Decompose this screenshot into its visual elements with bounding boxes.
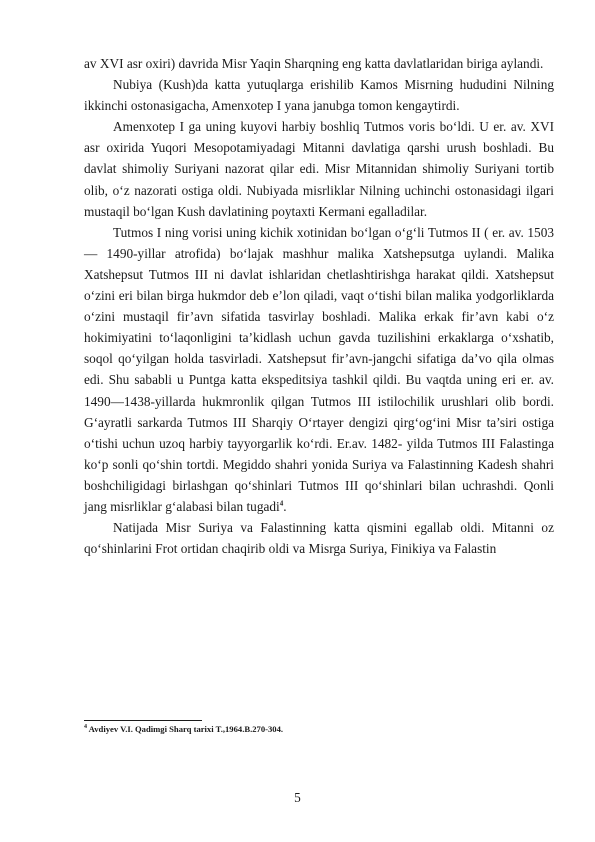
paragraph-5: Natijada Misr Suriya va Falastinning katta qismini egallab oldi. Mitanni oz qo‘shinlarini Frot ortidan chaqirib oldi va Misrga Suriya, Finikiya va Falastin bbox=[84, 520, 554, 557]
paragraph-2: Nubiya (Kush)da katta yutuqlarga erishilib Kamos Misrning hududini Nilning ikkinchi ostonasigacha, Amenxotep I yana janubga tomon kengaytirdi. bbox=[84, 77, 554, 114]
footnote-text: Avdiyev V.I. Qadimgi Sharq tarixi T.,1964.B.270-304. bbox=[87, 724, 284, 734]
footnote-number: 4 bbox=[84, 724, 87, 731]
paragraph-4 bbox=[84, 222, 554, 517]
main-text bbox=[84, 53, 554, 559]
page-number: 5 bbox=[294, 790, 301, 805]
footnote-separator bbox=[84, 720, 202, 721]
paragraph-1: av XVI asr oxiri) davrida Misr Yaqin Sharqning eng katta davlatlaridan biriga aylandi. bbox=[84, 56, 544, 71]
footnote bbox=[84, 724, 554, 735]
footnote-reference[interactable]: 4 bbox=[279, 499, 284, 508]
paragraph-3: Amenxotep I ga uning kuyovi harbiy boshliq Tutmos voris bo‘ldi. U er. av. XVI asr oxirida Yuqori Mesopotamiyadagi Mitanni davlatiga qarshi urush boshladi. Bu davlat shimoliy Suriyani nazorat qilar edi. Misr Mitannidan shimoliy Suriyani tortib olib, o‘z nazorati ostiga oldi. Nubiyada misrliklar Nilning uchinchi ostonasidagi ilgari mustaqil bo‘lgan Kush davlatining poytaxti Kermani egalladilar. bbox=[84, 119, 554, 219]
paragraph-4-end: . bbox=[283, 498, 287, 514]
paragraph-4-text: Tutmos I ning vorisi uning kichik xotinidan bo‘lgan o‘g‘li Tutmos II ( er. av. 1503— 1490-yillar atrofida) bo‘lajak mashhur malika Xatshepsutga uylandi. Malika Xatshepsut Tutmos III ni davlat ishlaridan chetlashtirishga harakat qildi. Xatshepsut o‘zini eri bilan birga hukmdor deb e’lon qiladi, vaqt o‘tishi bilan malika yodgorliklarda o‘zini mustaqil fir’avn sifatida tasvirlay boshladi. Malika erkak fir’avn kabi o‘z hokimiyatini to‘laqonligini ta’kidlash uchun gavda tuzilishini erkaklarga o‘xshatib, soqol qo‘yilgan holda tasvirladi. Xatshepsut fir’avn-jangchi sifatiga da’vo qila olmas edi. Shu sababli u Puntga katta ekspeditsiya tashkil qildi. Bu vaqtda uning eri er. av. 1490—1438-yillarda hukmronlik qilgan Tutmos III istilochilik urushlari olib bordi. G‘ayratli sarkarda Tutmos III Sharqiy O‘rtayer dengizi qirg‘og‘ini Misr ta’siri ostiga o‘tishi uchun uzoq harbiy tayyorgarlik ko‘rdi. Er.av. 1482- yilda Tutmos III Falastinga ko‘p sonli qo‘shin tortdi. Megiddo shahri yonida Suriya va Falastinning Kadesh shahri boshchiligidagi birlashgan qo‘shinlari Tutmos III qo‘shinlari bilan uchrashdi. Qonli jang misrliklar g‘alabasi bilan tugadi bbox=[84, 224, 554, 514]
